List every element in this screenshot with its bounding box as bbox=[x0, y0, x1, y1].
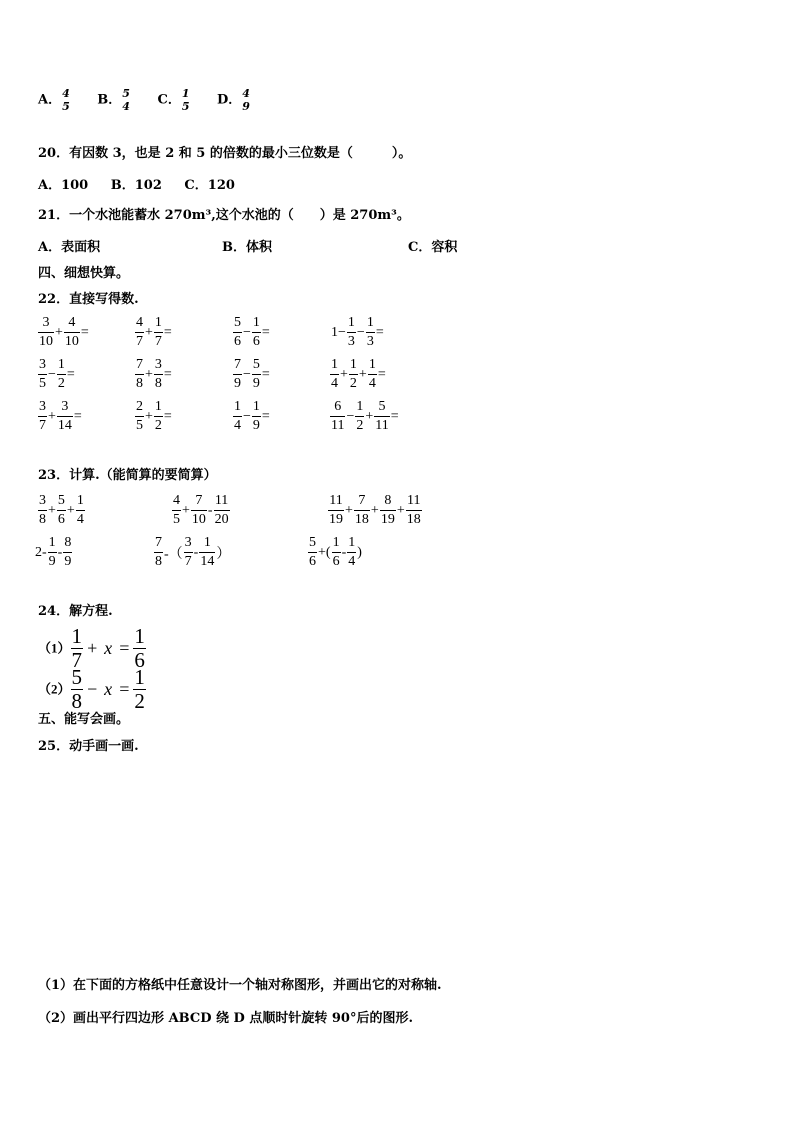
fraction bbox=[328, 494, 344, 527]
q25-title: 25．动手画一画. bbox=[38, 739, 139, 754]
denominator: 8 bbox=[136, 376, 143, 391]
fraction bbox=[252, 400, 261, 433]
q22-expression bbox=[135, 358, 173, 391]
fraction-bar bbox=[38, 332, 54, 333]
fraction-bar bbox=[135, 374, 144, 375]
q20-option-b[interactable]: B．102 bbox=[110, 178, 162, 193]
numerator: 6 bbox=[334, 399, 342, 414]
numerator: 1 bbox=[57, 357, 65, 372]
numerator: 11 bbox=[214, 493, 229, 508]
denominator: 10 bbox=[39, 334, 53, 349]
denominator: 7 bbox=[184, 554, 192, 569]
numerator: 1 bbox=[252, 315, 260, 330]
operator: − bbox=[86, 679, 99, 699]
denominator: 8 bbox=[71, 689, 83, 713]
denominator: 7 bbox=[136, 334, 143, 349]
fraction-bar bbox=[38, 510, 47, 511]
q25-part-2: （2）画出平行四边形 ABCD 绕 D 点顺时针旋转 90°后的图形. bbox=[38, 1011, 414, 1026]
fraction bbox=[71, 667, 84, 712]
fraction bbox=[184, 536, 193, 569]
fraction-bar bbox=[347, 332, 356, 333]
fraction bbox=[347, 316, 356, 349]
operator: + bbox=[340, 366, 348, 382]
numerator: 1 bbox=[356, 399, 364, 414]
q20-option-c[interactable]: C．120 bbox=[184, 178, 235, 193]
numerator: 1 bbox=[154, 315, 162, 330]
fraction bbox=[354, 494, 370, 527]
q25-part-1: （1）在下面的方格纸中任意设计一个轴对称图形，并画出它的对称轴. bbox=[38, 978, 442, 993]
operator: ) bbox=[357, 544, 362, 560]
q23-expression-6 bbox=[308, 536, 363, 569]
operator: − bbox=[243, 366, 251, 382]
fraction-bar bbox=[252, 416, 261, 417]
denominator: 4 bbox=[76, 512, 84, 527]
numerator: 1 bbox=[76, 493, 84, 508]
numerator: 1 bbox=[366, 315, 374, 330]
denominator: 10 bbox=[64, 334, 79, 349]
fraction-bar bbox=[57, 374, 66, 375]
fraction bbox=[57, 358, 66, 391]
denominator: 6 bbox=[332, 554, 340, 569]
equation-label: （2） bbox=[38, 681, 71, 697]
denominator: 6 bbox=[134, 648, 145, 672]
fraction bbox=[135, 400, 144, 433]
fraction-bar bbox=[135, 332, 144, 333]
q21-question: 21．一个水池能蓄水 270m³,这个水池的（ ）是 270m³。 bbox=[38, 208, 410, 223]
operator: = bbox=[80, 324, 89, 340]
q19-options bbox=[38, 88, 251, 112]
operator: = bbox=[118, 638, 131, 658]
fraction bbox=[349, 358, 358, 391]
operator: − bbox=[243, 408, 251, 424]
operator: = bbox=[66, 366, 75, 382]
operator: ） bbox=[216, 546, 231, 562]
q22-expression bbox=[38, 358, 76, 391]
fraction-bar bbox=[233, 332, 242, 333]
operator: - bbox=[207, 502, 213, 518]
q22-expression bbox=[330, 316, 385, 349]
fraction bbox=[252, 316, 261, 349]
q22-expression bbox=[330, 358, 387, 391]
fraction-bar bbox=[354, 510, 370, 511]
operator: = bbox=[375, 324, 384, 340]
fraction bbox=[154, 400, 163, 433]
fraction bbox=[330, 400, 345, 433]
denominator: 4 bbox=[368, 376, 376, 391]
denominator: 2 bbox=[349, 376, 357, 391]
operator: + bbox=[55, 324, 63, 340]
numerator: 3 bbox=[154, 357, 162, 372]
numerator: 7 bbox=[234, 357, 241, 372]
denominator: 6 bbox=[309, 554, 316, 569]
operator: + bbox=[48, 408, 56, 424]
denominator: 14 bbox=[57, 418, 72, 433]
operator: − bbox=[243, 324, 251, 340]
operator: = bbox=[73, 408, 82, 424]
fraction bbox=[64, 316, 80, 349]
fraction bbox=[332, 536, 341, 569]
numerator: 7 bbox=[358, 493, 366, 508]
denominator: 19 bbox=[380, 512, 395, 527]
numerator: 3 bbox=[39, 493, 46, 508]
fraction-bar bbox=[328, 510, 344, 511]
denominator: 4 bbox=[348, 554, 356, 569]
numerator: 1 bbox=[332, 535, 340, 550]
denominator: 2 bbox=[57, 376, 65, 391]
denominator: 8 bbox=[155, 554, 162, 569]
fraction-bar bbox=[63, 552, 72, 553]
numerator: 11 bbox=[329, 493, 343, 508]
fraction bbox=[374, 400, 389, 433]
operator: -（ bbox=[164, 546, 183, 562]
fraction-bar bbox=[406, 510, 422, 511]
fraction bbox=[368, 358, 377, 391]
numerator: 1 bbox=[234, 399, 241, 414]
denominator: 9 bbox=[48, 554, 56, 569]
fraction bbox=[233, 316, 242, 349]
fraction bbox=[330, 358, 339, 391]
fraction-bar bbox=[135, 416, 144, 417]
operator: - bbox=[57, 544, 63, 560]
operator: = bbox=[163, 324, 172, 340]
numerator: 5 bbox=[378, 399, 386, 414]
numerator: 1 bbox=[349, 357, 357, 372]
q23-expression-3 bbox=[328, 494, 422, 527]
fraction bbox=[57, 494, 66, 527]
fraction bbox=[135, 316, 144, 349]
denominator: 14 bbox=[200, 554, 215, 569]
operator: + bbox=[345, 502, 353, 518]
denominator: 18 bbox=[354, 512, 369, 527]
numerator: 1 bbox=[368, 357, 376, 372]
operator: = bbox=[261, 408, 270, 424]
fraction-bar bbox=[330, 416, 345, 417]
fraction-bar bbox=[76, 510, 85, 511]
operator: + bbox=[145, 408, 153, 424]
operator: = bbox=[163, 366, 172, 382]
denominator: 18 bbox=[406, 512, 421, 527]
operator: - bbox=[341, 544, 347, 560]
denominator: 9 bbox=[64, 554, 72, 569]
denominator: 6 bbox=[252, 334, 260, 349]
denominator: 3 bbox=[366, 334, 374, 349]
operator: + bbox=[48, 502, 56, 518]
fraction-bar bbox=[38, 374, 47, 375]
fraction-bar bbox=[233, 374, 242, 375]
denominator: 11 bbox=[375, 418, 389, 433]
denominator: 5 bbox=[173, 512, 180, 527]
fraction bbox=[38, 494, 47, 527]
q22-title: 22．直接写得数. bbox=[38, 292, 139, 307]
operator: + bbox=[396, 502, 405, 518]
q22-expression bbox=[233, 400, 271, 433]
fraction-bar bbox=[308, 552, 317, 553]
q19-option-a[interactable]: A． 4 5 bbox=[38, 87, 70, 113]
operator: - bbox=[193, 544, 199, 560]
denominator: 2 bbox=[356, 418, 364, 433]
numerator: 5 bbox=[252, 357, 260, 372]
fraction bbox=[57, 400, 73, 433]
denominator: 9 bbox=[252, 418, 260, 433]
numerator: 1 bbox=[348, 535, 356, 550]
operator: − bbox=[346, 408, 355, 424]
denominator: 7 bbox=[154, 334, 162, 349]
fraction bbox=[233, 358, 242, 391]
operator: = bbox=[118, 679, 131, 699]
denominator: 10 bbox=[191, 512, 206, 527]
fraction bbox=[154, 536, 163, 569]
numerator: 3 bbox=[39, 357, 46, 372]
fraction-bar bbox=[330, 374, 339, 375]
numerator: 3 bbox=[42, 315, 50, 330]
fraction bbox=[154, 316, 163, 349]
operator: + bbox=[145, 366, 153, 382]
fraction-bar bbox=[184, 552, 193, 553]
operator: + bbox=[145, 324, 153, 340]
q23-expression-2 bbox=[172, 494, 230, 527]
q24-eq2 bbox=[38, 667, 146, 712]
numerator: 7 bbox=[155, 535, 162, 550]
q22-expression bbox=[135, 400, 173, 433]
numerator: 5 bbox=[57, 493, 65, 508]
fraction bbox=[252, 358, 261, 391]
numerator: 1 bbox=[347, 315, 355, 330]
numerator: 8 bbox=[384, 493, 392, 508]
denominator: 4 bbox=[234, 418, 241, 433]
numerator: 1 bbox=[134, 665, 145, 689]
numerator: 3 bbox=[61, 399, 69, 414]
numerator: 1 bbox=[331, 357, 338, 372]
fraction-bar bbox=[374, 416, 389, 417]
q22-expression bbox=[38, 316, 90, 349]
numerator: 5 bbox=[234, 315, 241, 330]
numerator: 7 bbox=[195, 493, 203, 508]
fraction bbox=[406, 494, 422, 527]
denominator: 7 bbox=[39, 418, 46, 433]
fraction-bar bbox=[64, 332, 80, 333]
operator: + bbox=[66, 502, 75, 518]
fraction-bar bbox=[38, 416, 47, 417]
numerator: 1 bbox=[134, 624, 145, 648]
q24-eq1 bbox=[38, 626, 146, 671]
operator: − bbox=[356, 324, 365, 340]
numerator: 1 bbox=[154, 399, 162, 414]
denominator: 9 bbox=[252, 376, 260, 391]
fraction-bar bbox=[332, 552, 341, 553]
q20-options bbox=[38, 178, 235, 194]
fraction-bar bbox=[154, 416, 163, 417]
denominator: 6 bbox=[57, 512, 65, 527]
q23-expression-1 bbox=[38, 494, 85, 527]
denominator: 19 bbox=[329, 512, 343, 527]
numerator: 1 bbox=[48, 535, 56, 550]
operator: x bbox=[104, 679, 113, 699]
fraction-bar bbox=[349, 374, 358, 375]
q22-expression bbox=[330, 400, 400, 433]
numerator: 1 bbox=[71, 624, 83, 648]
fraction-bar bbox=[214, 510, 230, 511]
q20-option-a[interactable]: A．100 bbox=[38, 178, 89, 193]
operator: = bbox=[163, 408, 172, 424]
operator: = bbox=[261, 324, 270, 340]
fraction bbox=[38, 358, 47, 391]
operator: = bbox=[261, 366, 270, 382]
numerator: 5 bbox=[309, 535, 316, 550]
q19-option-c[interactable]: C． 1 5 bbox=[157, 87, 190, 113]
denominator: 2 bbox=[154, 418, 162, 433]
equation-label: （1） bbox=[38, 640, 71, 656]
denominator: 5 bbox=[136, 418, 143, 433]
fraction-bar bbox=[57, 416, 73, 417]
fraction bbox=[172, 494, 181, 527]
numerator: 4 bbox=[173, 493, 180, 508]
fraction-bar bbox=[154, 332, 163, 333]
fraction-bar bbox=[154, 374, 163, 375]
operator: + bbox=[370, 502, 379, 518]
fraction bbox=[38, 400, 47, 433]
fraction bbox=[133, 667, 146, 712]
numerator: 1 bbox=[252, 399, 260, 414]
fraction-bar bbox=[199, 552, 215, 553]
section-5-heading: 五、能写会画。 bbox=[38, 712, 130, 727]
fraction-bar bbox=[380, 510, 396, 511]
fraction bbox=[191, 494, 207, 527]
operator: +( bbox=[318, 544, 331, 560]
denominator: 6 bbox=[234, 334, 241, 349]
operator: + bbox=[86, 638, 99, 658]
fraction bbox=[214, 494, 230, 527]
fraction bbox=[48, 536, 57, 569]
denominator: 5 bbox=[39, 376, 46, 391]
operator: = bbox=[377, 366, 386, 382]
q22-expression bbox=[233, 316, 271, 349]
operator: + bbox=[358, 366, 367, 382]
q20-question: 20．有因数 3，也是 2 和 5 的倍数的最小三位数是（ ）。 bbox=[38, 146, 412, 161]
denominator: 8 bbox=[39, 512, 46, 527]
denominator: 3 bbox=[347, 334, 355, 349]
q22-expression bbox=[38, 400, 83, 433]
fraction bbox=[135, 358, 144, 391]
fraction bbox=[308, 536, 317, 569]
operator: 1− bbox=[331, 324, 346, 340]
q23-expression-4 bbox=[34, 536, 72, 569]
numerator: 3 bbox=[184, 535, 192, 550]
numerator: 3 bbox=[39, 399, 46, 414]
q23-title: 23．计算.（能简算的要简算） bbox=[38, 468, 217, 483]
fraction-bar bbox=[48, 552, 57, 553]
fraction-bar bbox=[347, 552, 356, 553]
numerator: 1 bbox=[203, 535, 211, 550]
fraction-bar bbox=[366, 332, 375, 333]
fraction bbox=[233, 400, 242, 433]
fraction bbox=[154, 358, 163, 391]
numerator: 7 bbox=[136, 357, 143, 372]
fraction bbox=[347, 536, 356, 569]
operator: 2- bbox=[35, 544, 47, 560]
denominator: 20 bbox=[214, 512, 229, 527]
fraction bbox=[380, 494, 396, 527]
numerator: 8 bbox=[64, 535, 72, 550]
numerator: 4 bbox=[68, 315, 76, 330]
q21-option-a[interactable]: A．表面积 bbox=[38, 240, 101, 255]
fraction-bar bbox=[191, 510, 207, 511]
denominator: 8 bbox=[154, 376, 162, 391]
q19-option-d[interactable]: D． 4 9 bbox=[217, 87, 250, 113]
fraction bbox=[76, 494, 85, 527]
denominator: 4 bbox=[331, 376, 338, 391]
q19-option-b[interactable]: B． 5 4 bbox=[97, 87, 130, 113]
section-4-heading: 四、细想快算。 bbox=[38, 266, 130, 281]
fraction-bar bbox=[368, 374, 377, 375]
fraction bbox=[199, 536, 215, 569]
numerator: 4 bbox=[136, 315, 143, 330]
operator: − bbox=[48, 366, 56, 382]
operator: = bbox=[390, 408, 399, 424]
q22-expression bbox=[135, 316, 173, 349]
operator: + bbox=[182, 502, 190, 518]
q21-option-c[interactable]: C．容积 bbox=[408, 240, 458, 255]
fraction-bar bbox=[252, 332, 261, 333]
operator: x bbox=[104, 638, 113, 658]
q24-title: 24．解方程. bbox=[38, 604, 113, 619]
numerator: 5 bbox=[71, 665, 83, 689]
fraction-bar bbox=[57, 510, 66, 511]
fraction-bar bbox=[252, 374, 261, 375]
operator: + bbox=[365, 408, 374, 424]
fraction bbox=[63, 536, 72, 569]
denominator: 2 bbox=[134, 689, 145, 713]
q22-expression bbox=[233, 358, 271, 391]
q23-expression-5 bbox=[154, 536, 231, 569]
denominator: 7 bbox=[71, 648, 83, 672]
q21-option-b[interactable]: B．体积 bbox=[222, 240, 272, 255]
numerator: 2 bbox=[136, 399, 143, 414]
numerator: 11 bbox=[406, 493, 421, 508]
fraction bbox=[38, 316, 54, 349]
denominator: 9 bbox=[234, 376, 241, 391]
fraction-bar bbox=[233, 416, 242, 417]
denominator: 11 bbox=[331, 418, 345, 433]
fraction-bar bbox=[154, 552, 163, 553]
fraction-bar bbox=[172, 510, 181, 511]
fraction bbox=[366, 316, 375, 349]
